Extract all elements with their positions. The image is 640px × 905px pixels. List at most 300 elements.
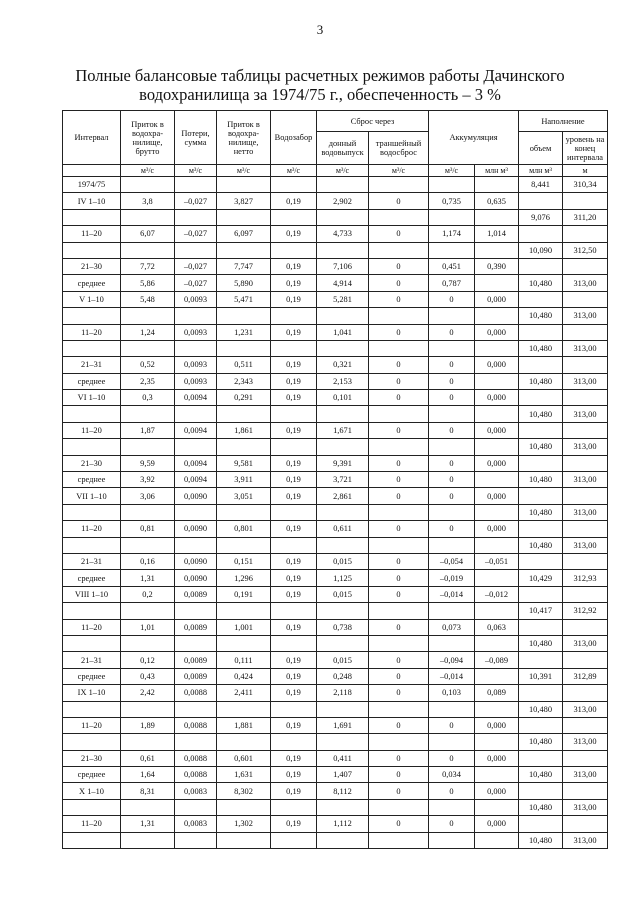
table-cell: 21–30 [63,750,121,766]
table-cell: 10,429 [519,570,563,586]
table-cell: 10,480 [519,767,563,783]
table-cell [369,635,429,651]
table-cell: 0,151 [217,553,271,569]
table-cell: 0 [369,816,429,832]
table-row [63,652,608,668]
table-cell: 0,19 [271,521,317,537]
table-cell: 1,691 [317,717,369,733]
table-cell: 0,16 [121,553,175,569]
table-cell: 21–31 [63,553,121,569]
table-cell [563,258,608,274]
table-cell: 0 [429,291,475,307]
table-cell [121,406,175,422]
table-cell: 0,000 [475,750,519,766]
table-cell: 21–31 [63,357,121,373]
table-cell: 10,480 [519,734,563,750]
table-cell: 4,914 [317,275,369,291]
table-cell [175,439,217,455]
table-cell: 0,19 [271,472,317,488]
table-cell: 3,06 [121,488,175,504]
table-cell [63,537,121,553]
table-cell: 0,511 [217,357,271,373]
table-cell [429,734,475,750]
table-cell: –0,094 [429,652,475,668]
table-cell: 0,0089 [175,668,217,684]
table-cell: 0,000 [475,488,519,504]
table-cell [217,242,271,258]
table-cell: 0 [369,455,429,471]
table-cell: 1,24 [121,324,175,340]
table-cell: 21–31 [63,652,121,668]
table-cell [519,685,563,701]
table-cell [317,406,369,422]
header-spillway: траншейный водосброс [369,132,429,165]
table-cell: 1,407 [317,767,369,783]
header-volume: объем [519,132,563,165]
table-cell: 0 [429,373,475,389]
table-cell: 10,480 [519,472,563,488]
table-cell: 0,015 [317,553,369,569]
table-cell [519,488,563,504]
table-cell: 0,0088 [175,685,217,701]
table-cell [429,832,475,848]
table-row [63,832,608,848]
table-cell [563,717,608,733]
table-cell [63,308,121,324]
table-cell [429,799,475,815]
table-row [63,767,608,783]
table-cell: 10,480 [519,340,563,356]
table-row [63,816,608,832]
table-row [63,668,608,684]
table-cell [175,734,217,750]
table-cell: 10,480 [519,373,563,389]
header-intake: Водозабор [271,111,317,165]
table-cell: 5,890 [217,275,271,291]
table-cell [63,701,121,717]
table-cell: 0,19 [271,750,317,766]
table-cell: 0,000 [475,324,519,340]
table-cell [217,603,271,619]
table-cell: 0 [429,455,475,471]
table-cell: 2,118 [317,685,369,701]
table-cell: 0,000 [475,422,519,438]
table-cell: 0 [369,652,429,668]
table-cell: 21–30 [63,455,121,471]
table-cell [519,553,563,569]
table-cell [317,209,369,225]
table-cell: 311,20 [563,209,608,225]
table-cell: среднее [63,373,121,389]
table-cell: 1,302 [217,816,271,832]
table-cell: 1,112 [317,816,369,832]
table-cell: 313,00 [563,537,608,553]
unit-cell: м³/с [175,165,217,177]
table-cell [563,488,608,504]
table-cell [175,177,217,193]
table-cell [175,799,217,815]
table-cell: 2,411 [217,685,271,701]
table-cell: VI 1–10 [63,390,121,406]
table-cell: 0 [369,750,429,766]
table-cell: 0,248 [317,668,369,684]
table-cell: 2,861 [317,488,369,504]
table-cell: 0,191 [217,586,271,602]
table-cell [369,701,429,717]
table-cell [475,668,519,684]
table-cell: 2,42 [121,685,175,701]
table-cell [475,308,519,324]
table-cell: 11–20 [63,717,121,733]
table-cell [175,308,217,324]
table-cell: –0,014 [429,668,475,684]
table-cell: 2,902 [317,193,369,209]
table-row [63,734,608,750]
table-cell [63,209,121,225]
header-bottom-outlet: донный водовыпуск [317,132,369,165]
table-cell: 10,480 [519,832,563,848]
table-cell: 0 [369,685,429,701]
table-cell [475,406,519,422]
table-cell [63,340,121,356]
table-cell: 0,390 [475,258,519,274]
table-cell [271,734,317,750]
table-cell: 1,001 [217,619,271,635]
table-cell: 0,000 [475,783,519,799]
table-cell: 0,19 [271,357,317,373]
table-cell: 0,19 [271,553,317,569]
table-cell [271,406,317,422]
table-cell: 11–20 [63,816,121,832]
table-cell [271,504,317,520]
table-cell: IX 1–10 [63,685,121,701]
table-cell: 1,01 [121,619,175,635]
table-cell: 0,3 [121,390,175,406]
table-cell: среднее [63,668,121,684]
table-cell: X 1–10 [63,783,121,799]
table-cell: 0,635 [475,193,519,209]
table-cell [519,586,563,602]
table-cell [121,308,175,324]
table-cell: 1,64 [121,767,175,783]
header-filling: Наполнение [519,111,608,132]
table-row [63,242,608,258]
table-cell: 10,417 [519,603,563,619]
table-cell [317,635,369,651]
table-cell [519,357,563,373]
table-cell: 0,034 [429,767,475,783]
table-cell [429,340,475,356]
table-row [63,390,608,406]
table-cell [271,701,317,717]
table-cell: 0,451 [429,258,475,274]
table-cell: 8,302 [217,783,271,799]
table-cell: 11–20 [63,226,121,242]
table-cell [475,570,519,586]
table-cell: 9,59 [121,455,175,471]
table-cell [519,816,563,832]
table-cell [369,209,429,225]
table-cell [121,209,175,225]
page-number: 3 [316,22,324,37]
table-cell: 0 [369,193,429,209]
table-cell: 10,480 [519,308,563,324]
table-cell: 0 [369,553,429,569]
table-cell: 312,92 [563,603,608,619]
table-cell [175,537,217,553]
table-cell: 0 [369,422,429,438]
table-cell: 313,00 [563,308,608,324]
table-cell [563,422,608,438]
table-cell [63,832,121,848]
table-cell: 0,19 [271,717,317,733]
table-cell: 0,19 [271,816,317,832]
table-cell [121,603,175,619]
table-cell: 4,733 [317,226,369,242]
table-cell: 0 [369,275,429,291]
table-cell: 9,076 [519,209,563,225]
table-cell [175,635,217,651]
table-cell [217,832,271,848]
table-cell [271,537,317,553]
table-cell: 0 [369,783,429,799]
table-row [63,324,608,340]
table-cell: 0,19 [271,455,317,471]
table-cell: 0,19 [271,783,317,799]
table-cell: 3,8 [121,193,175,209]
table-cell [121,799,175,815]
table-cell [563,357,608,373]
table-cell: 0 [369,570,429,586]
table-cell: 0 [429,472,475,488]
table-cell: IV 1–10 [63,193,121,209]
table-cell: –0,012 [475,586,519,602]
table-cell: 313,00 [563,635,608,651]
table-cell: 21–30 [63,258,121,274]
table-cell [519,455,563,471]
table-cell [475,177,519,193]
table-cell [519,324,563,340]
table-cell [369,177,429,193]
table-row [63,750,608,766]
table-cell: 0,61 [121,750,175,766]
table-row [63,226,608,242]
table-cell [429,406,475,422]
table-cell: 9,581 [217,455,271,471]
table-cell: 310,34 [563,177,608,193]
table-cell: 313,00 [563,439,608,455]
table-cell [475,603,519,619]
table-row [63,439,608,455]
table-cell [369,504,429,520]
table-cell: 0,103 [429,685,475,701]
table-cell: 1,87 [121,422,175,438]
table-cell: 0,089 [475,685,519,701]
table-cell: 0 [369,390,429,406]
table-cell: 0 [429,324,475,340]
table-cell [563,324,608,340]
table-cell: 0 [369,291,429,307]
table-cell: 0,19 [271,390,317,406]
table-row [63,701,608,717]
table-cell: 1,631 [217,767,271,783]
unit-cell: м³/с [429,165,475,177]
table-cell: 0,0094 [175,455,217,471]
table-cell: 0,19 [271,570,317,586]
table-cell: 1,125 [317,570,369,586]
table-cell: 0,0093 [175,373,217,389]
table-cell: 0,0093 [175,324,217,340]
table-cell: 7,106 [317,258,369,274]
table-cell: 313,00 [563,734,608,750]
header-losses: Потери, сумма [175,111,217,165]
table-cell: 0 [369,357,429,373]
table-cell: 11–20 [63,422,121,438]
unit-cell: м³/с [217,165,271,177]
unit-cell: м³/с [271,165,317,177]
table-cell: 3,827 [217,193,271,209]
table-cell [121,242,175,258]
table-cell: среднее [63,275,121,291]
table-cell: 2,35 [121,373,175,389]
table-cell [563,521,608,537]
table-row [63,799,608,815]
table-row [63,357,608,373]
table-cell: 11–20 [63,324,121,340]
table-cell [475,767,519,783]
table-cell [217,734,271,750]
table-cell: 7,747 [217,258,271,274]
table-cell [563,226,608,242]
table-cell: 0,19 [271,652,317,668]
table-cell [217,537,271,553]
table-cell: –0,027 [175,193,217,209]
table-cell [175,504,217,520]
table-cell: среднее [63,570,121,586]
table-cell: 313,00 [563,799,608,815]
table-cell: 1,861 [217,422,271,438]
table-cell: 0,424 [217,668,271,684]
table-cell: 3,051 [217,488,271,504]
table-cell: 0,0093 [175,357,217,373]
table-cell: 10,480 [519,701,563,717]
table-cell [317,799,369,815]
table-cell: –0,014 [429,586,475,602]
table-cell: 1,881 [217,717,271,733]
table-cell [429,504,475,520]
table-cell: 0,000 [475,390,519,406]
table-row [63,488,608,504]
table-cell: 0,101 [317,390,369,406]
table-cell [369,832,429,848]
table-cell [369,603,429,619]
table-cell [475,701,519,717]
table-cell: 313,00 [563,472,608,488]
unit-cell [63,165,121,177]
table-cell [429,635,475,651]
units-row [63,165,608,177]
table-cell: 1,041 [317,324,369,340]
table-cell: 313,00 [563,340,608,356]
table-cell: 0,0094 [175,472,217,488]
table-cell: 6,07 [121,226,175,242]
table-cell: –0,051 [475,553,519,569]
table-cell: 0 [369,767,429,783]
table-cell [121,340,175,356]
table-cell: 0,0090 [175,570,217,586]
table-cell [369,439,429,455]
table-row [63,373,608,389]
table-cell [175,701,217,717]
table-cell: 0,19 [271,422,317,438]
table-cell: 10,480 [519,275,563,291]
table-cell [369,340,429,356]
table-cell [563,750,608,766]
header-interval: Интервал [63,111,121,165]
table-cell [217,177,271,193]
table-cell: 0,291 [217,390,271,406]
table-cell [519,521,563,537]
table-cell [519,750,563,766]
table-cell: 0 [429,783,475,799]
table-cell: 0,19 [271,291,317,307]
table-cell: 10,480 [519,799,563,815]
table-cell [217,340,271,356]
table-cell: –0,027 [175,275,217,291]
table-cell [63,439,121,455]
table-cell: 0,52 [121,357,175,373]
table-row [63,422,608,438]
table-cell: 0,0089 [175,652,217,668]
table-cell: 0,073 [429,619,475,635]
table-cell: 7,72 [121,258,175,274]
table-cell: 0,81 [121,521,175,537]
table-row [63,521,608,537]
table-cell [63,635,121,651]
table-cell [429,242,475,258]
table-row [63,308,608,324]
table-row [63,291,608,307]
table-cell [271,340,317,356]
table-cell [519,422,563,438]
table-cell [317,177,369,193]
table-cell [317,603,369,619]
table-cell: 0,000 [475,816,519,832]
table-cell: 1,671 [317,422,369,438]
table-cell: 0,000 [475,357,519,373]
table-cell [475,832,519,848]
table-row [63,553,608,569]
table-cell: 0 [429,357,475,373]
table-cell: 1,89 [121,717,175,733]
table-cell [175,340,217,356]
table-cell [317,504,369,520]
header-discharge-via: Сброс через [317,111,429,132]
table-cell [369,537,429,553]
table-cell: 0,321 [317,357,369,373]
table-cell [63,504,121,520]
table-cell [519,258,563,274]
table-cell [63,406,121,422]
header-accumulation: Аккумуляция [429,111,519,165]
table-cell: 0 [369,668,429,684]
table-cell [563,455,608,471]
table-cell [369,242,429,258]
table-cell: 0 [429,816,475,832]
table-cell [121,734,175,750]
table-row [63,570,608,586]
table-row [63,258,608,274]
